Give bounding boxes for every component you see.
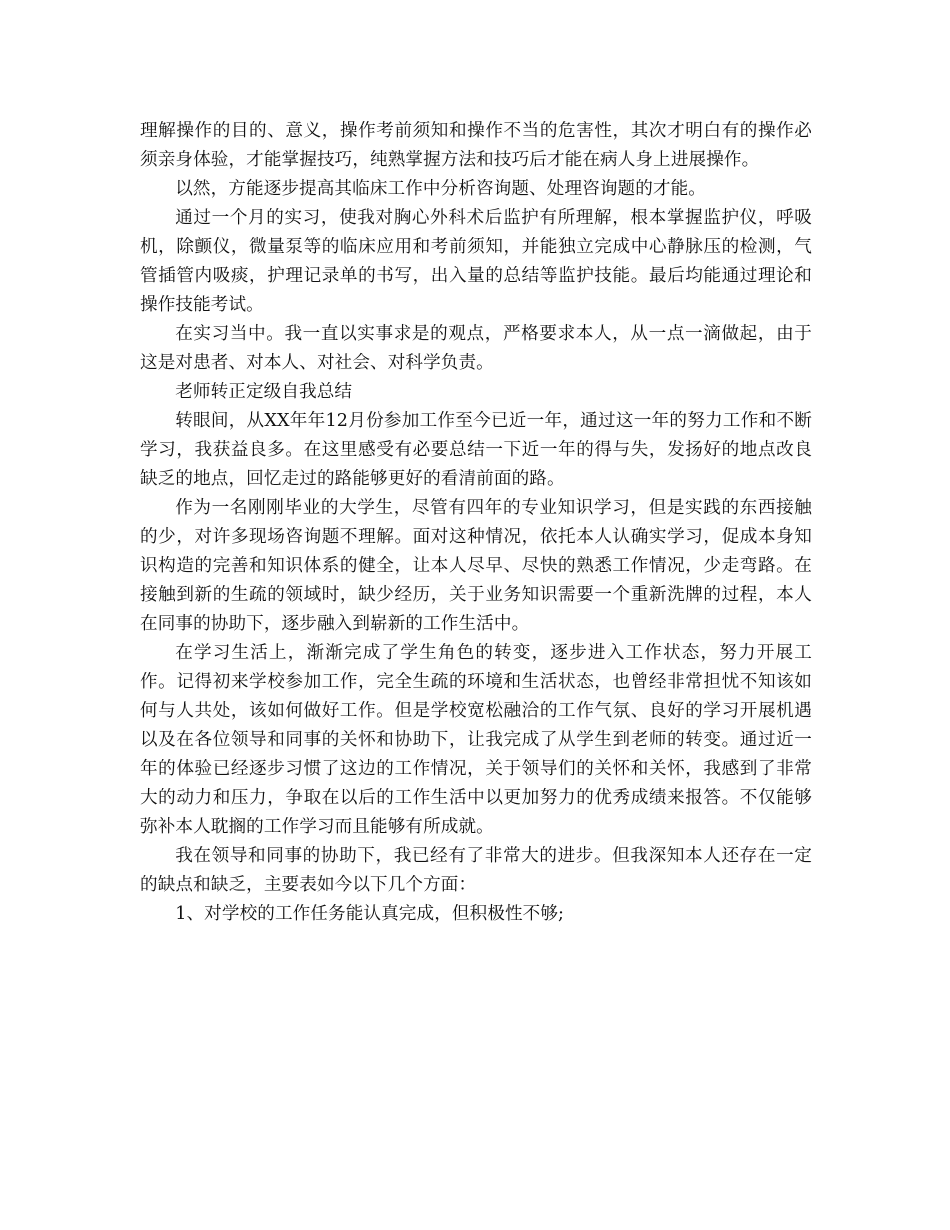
document-body (140, 117, 812, 929)
paragraph-1: 理解操作的目的、意义，操作考前须知和操作不当的危害性，其次才明白有的操作必须亲身体验，才能掌握技巧，纯熟掌握方法和技巧后才能在病人身上进展操作。 (140, 121, 812, 170)
paragraph-2: 以然，方能逐步提高其临床工作中分析咨询题、处理咨询题的才能。 (175, 179, 707, 199)
paragraph-7: 作为一名刚刚毕业的大学生，尽管有四年的专业知识学习，但是实践的东西接触的少，对许多现场咨询题不理解。面对这种情况，依托本人认确实学习，促成本身知识构造的完善和知识体系的健全，让本人尽早、尽快的熟悉工作情况，少走弯路。在接触到新的生疏的领域时，缺少经历，关于业务知识需要一个重新洗牌的过程，本人在同事的协助下，逐步融入到崭新的工作生活中。 (140, 498, 812, 634)
section-heading: 老师转正定级自我总结 (175, 382, 353, 402)
paragraph-8: 在学习生活上，渐渐完成了学生角色的转变，逐步进入工作状态，努力开展工作。记得初来学校参加工作，完全生疏的环境和生活状态，也曾经非常担忧不知该如何与人共处，该如何做好工作。但是学校宽松融洽的工作气氛、良好的学习开展机遇以及在各位领导和同事的关怀和协助下，让我完成了从学生到老师的转变。通过近一年的体验已经逐步习惯了这边的工作情况，关于领导们的关怀和关怀，我感到了非常大的动力和压力，争取在以后的工作生活中以更加努力的优秀成绩来报答。不仅能够弥补本人耽搁的工作学习而且能够有所成就。 (140, 643, 812, 837)
list-item-1: 1、对学校的工作任务能认真完成，但积极性不够; (175, 904, 565, 924)
paragraph-3: 通过一个月的实习，使我对胸心外科术后监护有所理解，根本掌握监护仪，呼吸机，除颤仪，微量泵等的临床应用和考前须知，并能独立完成中心静脉压的检测，气管插管内吸痰，护理记录单的书写，出入量的总结等监护技能。最后均能通过理论和操作技能考试。 (140, 208, 812, 315)
paragraph-9: 我在领导和同事的协助下，我已经有了非常大的进步。但我深知本人还存在一定的缺点和缺乏，主要表如今以下几个方面： (140, 846, 812, 895)
paragraph-4: 在实习当中。我一直以实事求是的观点，严格要求本人，从一点一滴做起，由于这是对患者、对本人、对社会、对科学负责。 (140, 324, 812, 373)
paragraph-6: 转眼间，从XX年年12月份参加工作至今已近一年，通过这一年的努力工作和不断学习，我获益良多。在这里感受有必要总结一下近一年的得与失，发扬好的地点改良缺乏的地点，回忆走过的路能够更好的看清前面的路。 (140, 411, 812, 489)
